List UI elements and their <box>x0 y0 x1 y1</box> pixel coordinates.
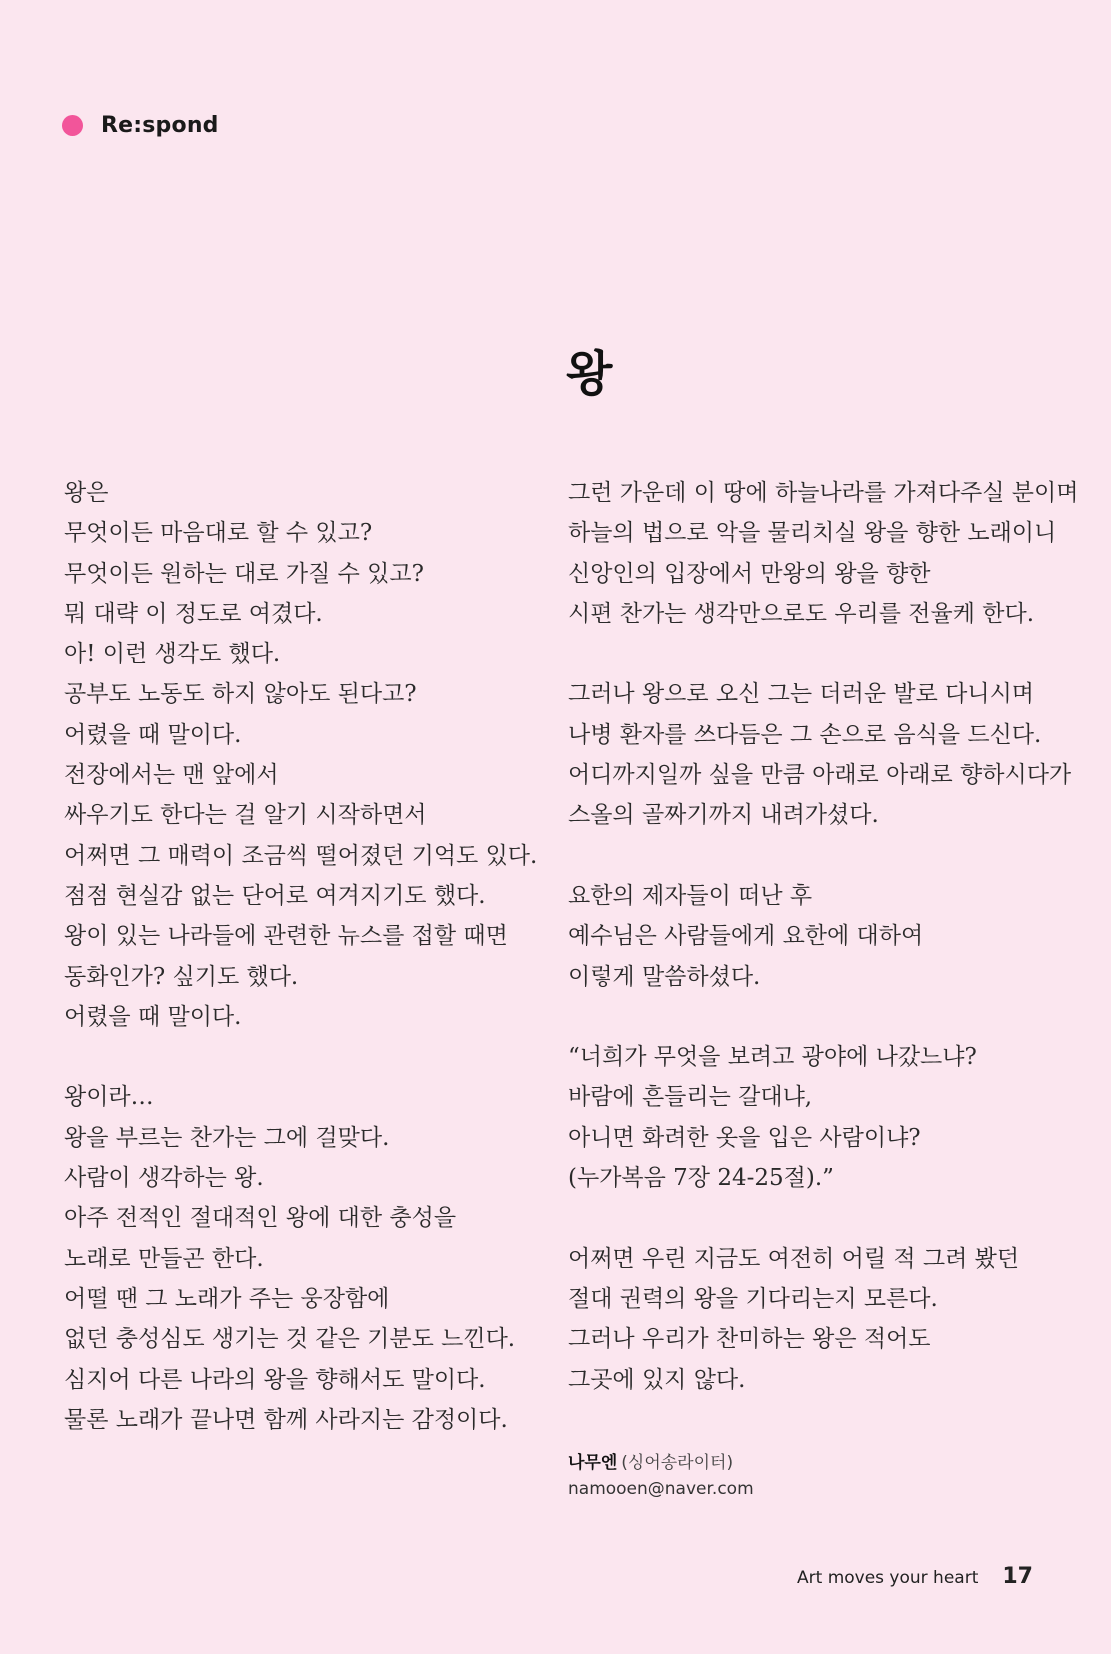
article-title: 왕 <box>566 346 613 402</box>
poem-line: 무엇이든 원하는 대로 가질 수 있고? <box>64 560 424 587</box>
poem-line: 스올의 골짜기까지 내려가셨다. <box>568 802 879 829</box>
poem-line: 아니면 화려한 옷을 입은 사람이냐? <box>568 1124 921 1151</box>
poem-line: 없던 충성심도 생기는 것 같은 기분도 느낀다. <box>64 1326 516 1353</box>
poem-line: (누가복음 7장 24-25절).” <box>568 1165 834 1192</box>
poem-line: 점점 현실감 없는 단어로 여겨지기도 했다. <box>64 882 486 909</box>
poem-line: 노래로 만들곤 한다. <box>64 1245 264 1272</box>
right-column <box>568 473 1078 1400</box>
poem-line: 아! 이런 생각도 했다. <box>64 641 281 668</box>
poem-line: 사람이 생각하는 왕. <box>64 1165 264 1192</box>
section-tag <box>62 113 219 138</box>
poem-line: 그러나 우리가 찬미하는 왕은 적어도 <box>568 1326 931 1353</box>
poem-line: “너희가 무엇을 보려고 광야에 나갔느냐? <box>568 1044 977 1071</box>
footer <box>797 1564 1033 1589</box>
poem-line: 왕은 <box>64 480 109 506</box>
poem-line: 어쩌면 그 매력이 조금씩 떨어졌던 기억도 있다. <box>64 842 538 869</box>
left-column <box>64 473 537 1440</box>
poem-line: 그러나 왕으로 오신 그는 더러운 발로 다니시며 <box>568 681 1035 708</box>
stanza-break <box>568 634 1078 674</box>
poem-line: 요한의 제자들이 떠난 후 <box>568 882 813 909</box>
poem-line: 왕이라… <box>64 1084 154 1111</box>
author-role: (싱어송라이터) <box>621 1453 734 1473</box>
author-line <box>568 1450 754 1476</box>
poem-line: 심지어 다른 나라의 왕을 향해서도 말이다. <box>64 1366 486 1393</box>
poem-line: 전장에서는 맨 앞에서 <box>64 762 279 789</box>
poem-line: 어쩌면 우린 지금도 여전히 어릴 적 그려 봤던 <box>568 1245 1020 1272</box>
poem-line: 절대 권력의 왕을 기다리는지 모른다. <box>568 1285 938 1312</box>
poem-line: 나병 환자를 쓰다듬은 그 손으로 음식을 드신다. <box>568 721 1042 748</box>
author-email: namooen@naver.com <box>568 1479 754 1499</box>
poem-line: 왕을 부르는 찬가는 그에 걸맞다. <box>64 1124 390 1151</box>
poem-line: 싸우기도 한다는 걸 알기 시작하면서 <box>64 802 427 829</box>
poem-line: 동화인가? 싶기도 했다. <box>64 963 299 990</box>
poem-line: 왕이 있는 나라들에 관련한 뉴스를 접할 때면 <box>64 923 508 950</box>
section-label: Re:spond <box>101 113 219 138</box>
poem-line: 어떨 땐 그 노래가 주는 웅장함에 <box>64 1285 390 1312</box>
footer-tagline: Art moves your heart <box>797 1568 979 1588</box>
poem-line: 물론 노래가 끝나면 함께 사라지는 감정이다. <box>64 1406 508 1433</box>
page-number: 17 <box>1002 1564 1033 1589</box>
poem-line: 그곳에 있지 않다. <box>568 1366 746 1393</box>
poem-line: 어렸을 때 말이다. <box>64 1003 242 1030</box>
poem-line: 공부도 노동도 하지 않아도 된다고? <box>64 681 417 708</box>
poem-line: 아주 전적인 절대적인 왕에 대한 충성을 <box>64 1205 457 1232</box>
poem-line: 뭐 대략 이 정도로 여겼다. <box>64 600 323 627</box>
stanza-break <box>568 997 1078 1037</box>
poem-line: 예수님은 사람들에게 요한에 대하여 <box>568 923 924 950</box>
poem-line: 어렸을 때 말이다. <box>64 721 242 748</box>
stanza-break <box>568 836 1078 876</box>
poem-line: 바람에 흔들리는 갈대냐, <box>568 1084 813 1111</box>
poem-line: 시편 찬가는 생각만으로도 우리를 전율케 한다. <box>568 600 1035 627</box>
poem-line: 하늘의 법으로 악을 물리치실 왕을 향한 노래이니 <box>568 520 1057 547</box>
author-name: 나무엔 <box>568 1453 618 1473</box>
bullet-dot-icon <box>62 115 83 136</box>
author-block <box>568 1450 754 1502</box>
poem-line: 이렇게 말씀하셨다. <box>568 963 761 990</box>
poem-line: 신앙인의 입장에서 만왕의 왕을 향한 <box>568 560 931 587</box>
poem-line: 그런 가운데 이 땅에 하늘나라를 가져다주실 분이며 <box>568 480 1079 506</box>
stanza-break <box>568 1198 1078 1238</box>
poem-line: 무엇이든 마음대로 할 수 있고? <box>64 520 373 547</box>
stanza-break <box>64 1037 537 1077</box>
poem-line: 어디까지일까 싶을 만큼 아래로 아래로 향하시다가 <box>568 762 1072 789</box>
